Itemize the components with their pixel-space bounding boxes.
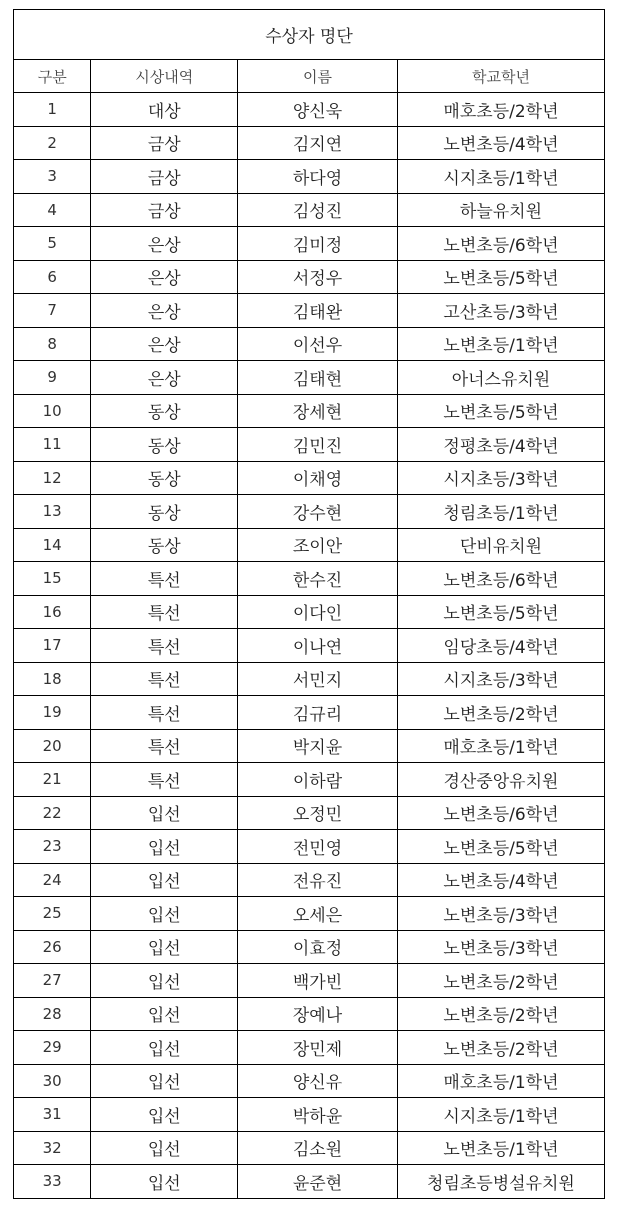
school-grade: 청림초등/1학년 [397, 495, 604, 529]
winner-name: 이다인 [238, 595, 398, 629]
winner-name: 장세현 [238, 394, 398, 428]
table-row [14, 227, 605, 261]
winner-name: 양신유 [238, 1064, 398, 1098]
school-grade: 청림초등병설유치원 [397, 1165, 604, 1199]
table-row [14, 1064, 605, 1098]
award-type: 동상 [91, 394, 238, 428]
table-row [14, 964, 605, 998]
winner-name: 전민영 [238, 830, 398, 864]
school-grade: 노변초등/2학년 [397, 696, 604, 730]
school-grade: 매호초등/2학년 [397, 93, 604, 127]
school-grade: 노변초등/5학년 [397, 394, 604, 428]
winner-name: 이효정 [238, 930, 398, 964]
award-type: 입선 [91, 830, 238, 864]
winner-name: 강수현 [238, 495, 398, 529]
award-type: 특선 [91, 763, 238, 797]
winner-name: 양신욱 [238, 93, 398, 127]
table-row [14, 428, 605, 462]
row-number: 27 [14, 964, 91, 998]
winner-name: 이채영 [238, 461, 398, 495]
winner-name: 김규리 [238, 696, 398, 730]
table-row [14, 595, 605, 629]
winner-name: 김미정 [238, 227, 398, 261]
award-type: 대상 [91, 93, 238, 127]
winner-name: 오정민 [238, 796, 398, 830]
table-row [14, 93, 605, 127]
winner-name: 이하람 [238, 763, 398, 797]
winner-name: 전유진 [238, 863, 398, 897]
row-number: 28 [14, 997, 91, 1031]
school-grade: 매호초등/1학년 [397, 729, 604, 763]
header-school-grade: 학교학년 [397, 60, 604, 93]
header-row [14, 60, 605, 93]
award-type: 동상 [91, 495, 238, 529]
school-grade: 노변초등/6학년 [397, 227, 604, 261]
winner-name: 서정우 [238, 260, 398, 294]
award-type: 입선 [91, 1098, 238, 1132]
table-row [14, 126, 605, 160]
school-grade: 경산중앙유치원 [397, 763, 604, 797]
award-type: 입선 [91, 1064, 238, 1098]
award-type: 금상 [91, 126, 238, 160]
table-row [14, 897, 605, 931]
school-grade: 노변초등/6학년 [397, 562, 604, 596]
row-number: 17 [14, 629, 91, 663]
row-number: 8 [14, 327, 91, 361]
school-grade: 노변초등/5학년 [397, 260, 604, 294]
table-row [14, 1098, 605, 1132]
row-number: 2 [14, 126, 91, 160]
award-type: 특선 [91, 729, 238, 763]
award-type: 특선 [91, 629, 238, 663]
row-number: 22 [14, 796, 91, 830]
row-number: 3 [14, 160, 91, 194]
winner-name: 박하윤 [238, 1098, 398, 1132]
school-grade: 아너스유치원 [397, 361, 604, 395]
table-row [14, 461, 605, 495]
row-number: 15 [14, 562, 91, 596]
title-row [14, 10, 605, 60]
header-award: 시상내역 [91, 60, 238, 93]
row-number: 25 [14, 897, 91, 931]
table-row [14, 662, 605, 696]
table-row [14, 930, 605, 964]
school-grade: 노변초등/1학년 [397, 1131, 604, 1165]
row-number: 24 [14, 863, 91, 897]
winner-name: 조이안 [238, 528, 398, 562]
table-row [14, 160, 605, 194]
school-grade: 시지초등/3학년 [397, 662, 604, 696]
award-type: 동상 [91, 528, 238, 562]
award-type: 입선 [91, 964, 238, 998]
award-type: 특선 [91, 696, 238, 730]
header-number: 구분 [14, 60, 91, 93]
table-row [14, 260, 605, 294]
winner-name: 서민지 [238, 662, 398, 696]
award-type: 은상 [91, 260, 238, 294]
winner-name: 김태완 [238, 294, 398, 328]
winner-name: 백가빈 [238, 964, 398, 998]
row-number: 9 [14, 361, 91, 395]
table-row [14, 763, 605, 797]
winner-name: 김태현 [238, 361, 398, 395]
school-grade: 노변초등/4학년 [397, 126, 604, 160]
school-grade: 시지초등/3학년 [397, 461, 604, 495]
award-type: 금상 [91, 193, 238, 227]
award-type: 입선 [91, 930, 238, 964]
winner-name: 김지연 [238, 126, 398, 160]
award-winners-table [13, 9, 605, 1199]
row-number: 32 [14, 1131, 91, 1165]
row-number: 23 [14, 830, 91, 864]
award-type: 특선 [91, 662, 238, 696]
award-type: 입선 [91, 897, 238, 931]
school-grade: 노변초등/2학년 [397, 964, 604, 998]
row-number: 20 [14, 729, 91, 763]
table-row [14, 1131, 605, 1165]
row-number: 1 [14, 93, 91, 127]
school-grade: 노변초등/4학년 [397, 863, 604, 897]
row-number: 18 [14, 662, 91, 696]
row-number: 26 [14, 930, 91, 964]
table-title: 수상자 명단 [14, 10, 605, 60]
table-row [14, 1031, 605, 1065]
winner-name: 박지윤 [238, 729, 398, 763]
winner-name: 김성진 [238, 193, 398, 227]
school-grade: 노변초등/6학년 [397, 796, 604, 830]
row-number: 19 [14, 696, 91, 730]
school-grade: 노변초등/5학년 [397, 830, 604, 864]
table-row [14, 696, 605, 730]
winner-name: 장민제 [238, 1031, 398, 1065]
row-number: 5 [14, 227, 91, 261]
award-type: 특선 [91, 595, 238, 629]
school-grade: 단비유치원 [397, 528, 604, 562]
row-number: 13 [14, 495, 91, 529]
school-grade: 시지초등/1학년 [397, 1098, 604, 1132]
school-grade: 임당초등/4학년 [397, 629, 604, 663]
row-number: 6 [14, 260, 91, 294]
school-grade: 노변초등/3학년 [397, 930, 604, 964]
winner-name: 장예나 [238, 997, 398, 1031]
award-type: 입선 [91, 997, 238, 1031]
school-grade: 시지초등/1학년 [397, 160, 604, 194]
table-row [14, 394, 605, 428]
table-row [14, 729, 605, 763]
award-type: 금상 [91, 160, 238, 194]
row-number: 14 [14, 528, 91, 562]
winner-name: 오세은 [238, 897, 398, 931]
winner-name: 김민진 [238, 428, 398, 462]
table-row [14, 796, 605, 830]
winner-name: 한수진 [238, 562, 398, 596]
row-number: 29 [14, 1031, 91, 1065]
award-type: 은상 [91, 227, 238, 261]
school-grade: 고산초등/3학년 [397, 294, 604, 328]
school-grade: 노변초등/5학년 [397, 595, 604, 629]
school-grade: 정평초등/4학년 [397, 428, 604, 462]
award-type: 입선 [91, 796, 238, 830]
award-type: 동상 [91, 428, 238, 462]
winner-name: 이선우 [238, 327, 398, 361]
header-name: 이름 [238, 60, 398, 93]
row-number: 10 [14, 394, 91, 428]
row-number: 30 [14, 1064, 91, 1098]
school-grade: 노변초등/2학년 [397, 997, 604, 1031]
award-type: 입선 [91, 1165, 238, 1199]
row-number: 21 [14, 763, 91, 797]
school-grade: 하늘유치원 [397, 193, 604, 227]
award-type: 특선 [91, 562, 238, 596]
table-row [14, 495, 605, 529]
school-grade: 노변초등/1학년 [397, 327, 604, 361]
table-row [14, 830, 605, 864]
row-number: 31 [14, 1098, 91, 1132]
table-row [14, 562, 605, 596]
table-row [14, 528, 605, 562]
winner-name: 이나연 [238, 629, 398, 663]
award-type: 입선 [91, 1031, 238, 1065]
table-row [14, 327, 605, 361]
table-row [14, 361, 605, 395]
award-type: 은상 [91, 361, 238, 395]
table-row [14, 863, 605, 897]
row-number: 7 [14, 294, 91, 328]
table-row [14, 1165, 605, 1199]
table-row [14, 997, 605, 1031]
row-number: 11 [14, 428, 91, 462]
award-type: 입선 [91, 1131, 238, 1165]
row-number: 4 [14, 193, 91, 227]
table-row [14, 294, 605, 328]
row-number: 12 [14, 461, 91, 495]
table-row [14, 629, 605, 663]
winner-name: 하다영 [238, 160, 398, 194]
award-type: 은상 [91, 327, 238, 361]
row-number: 33 [14, 1165, 91, 1199]
row-number: 16 [14, 595, 91, 629]
school-grade: 매호초등/1학년 [397, 1064, 604, 1098]
school-grade: 노변초등/2학년 [397, 1031, 604, 1065]
winner-name: 윤준현 [238, 1165, 398, 1199]
award-type: 입선 [91, 863, 238, 897]
award-type: 은상 [91, 294, 238, 328]
award-type: 동상 [91, 461, 238, 495]
table-row [14, 193, 605, 227]
winner-name: 김소원 [238, 1131, 398, 1165]
school-grade: 노변초등/3학년 [397, 897, 604, 931]
